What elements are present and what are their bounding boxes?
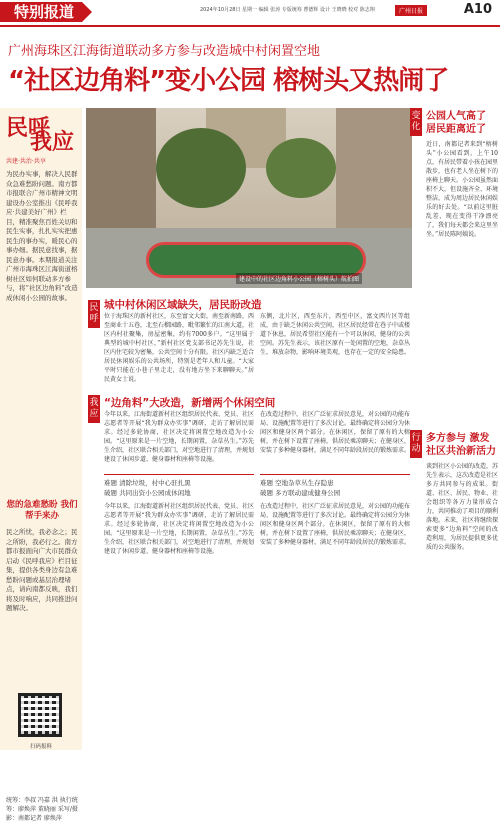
column-call-heading: 您的急难愁盼 我们帮手来办 bbox=[6, 500, 78, 521]
credits: 统筹：李叔 冯嘉 洪 执行统筹：廖焕萍 董晓丽 采写/摄影：南都记者 廖焕萍 bbox=[6, 797, 78, 822]
photo-caption: 建设中的社区边角料小公园（榕树头）航拍图 bbox=[236, 273, 362, 284]
right-heading-1: 公园人气高了 居民距离近了 bbox=[426, 111, 486, 135]
column-title-2 bbox=[30, 130, 74, 154]
subhead-problem-1: 难题 清除垃圾，村中心驻扎黑 bbox=[104, 479, 191, 487]
subhead-problem-2: 难题 空地杂草丛生存隐患 bbox=[260, 479, 334, 487]
right-heading-2: 多方参与 激发社区共治新活力 bbox=[426, 433, 496, 457]
section2-body-right: 在改造过程中，社区广泛征求居民意见，对公园的功能布局、设施配置等进行了多次讨论。最终确定将公园分为休闲区和健身区两个部分。在休闲区，保留了原有的大榕树，并在树下设置了座椅，供居民乘凉聊天；在健身区，安装了多种健身器材，满足不同年龄段居民的锻炼需求。 bbox=[260, 503, 411, 546]
subheads-right bbox=[260, 478, 410, 498]
masthead-rule bbox=[0, 25, 500, 27]
article-kicker: 广州海珠区江海街道联动多方参与改造城中村闲置空地 bbox=[8, 44, 321, 59]
column-title-line1: 民呼 bbox=[6, 115, 51, 141]
column-intro: 为民办实事，解决人民群众急难愁盼问题。南方都市报联合广州市精神文明建设办公室推出《民呼我应·共建美好广州》栏目，精准聚焦百姓关切和民生实事，扎扎实实把惠民生的事办实，暖民心的事办细。据民意找事，据民意办事。本期报道关注广州市海珠区江海街道榕树社区如何联动多方参与，将“社区边角料”改造成休闲小公园的故事。 bbox=[6, 170, 78, 302]
subhead-solution-2: 破题 多方联动建成健身公园 bbox=[260, 489, 341, 497]
masthead-info: 2024年10月28日 星期一 编辑 张涛 专版统筹 曹德辉 设计 王晓晓 校对 陈志翔 bbox=[200, 7, 375, 13]
tag-minhu: 民呼 bbox=[88, 300, 100, 328]
section2-intro: 今年以来，江海街道新村社区组织居民代表、党员、社区志愿者等开展“我为群众办实事”调研，走访了解居民需求。经过多轮协商，社区决定将闲置空地改造为小公园。“这里原来是一片空地，长期闲置，杂草丛生。”苏先生介绍，社区联合相关部门，对空地进行了清理，并规划建设了休闲步道、健身器材和座椅等设施。 bbox=[104, 411, 255, 463]
page-number: A10 bbox=[463, 2, 492, 17]
edition-badge: 广州日报 bbox=[395, 5, 427, 16]
tag-biange: 变化 bbox=[410, 108, 422, 136]
article-headline: “社区边角料”变小公园 榕树头又热闹了 bbox=[8, 66, 449, 96]
section2-body-left: 今年以来，江海街道新村社区组织居民代表、党员、社区志愿者等开展“我为群众办实事”调研，走访了解居民需求。经过多轮协商，社区决定将闲置空地改造为小公园。“这里原来是一片空地，长期闲置，杂草丛生。”苏先生介绍，社区联合相关部门，对空地进行了清理，并规划建设了休闲步道、健身器材和座椅等设施。 bbox=[104, 503, 255, 555]
section2-heading: “边角料”大改造，新增两个休闲空间 bbox=[104, 397, 276, 409]
section1-body: 位于海珠区的新村社区，东至富文大街，南至新南路，西至商业十五巷，北至石榴园路，毗邻繁忙的江南大道，社区内村社聚集，房屋密集，约有7000多户。“这里属于典型的城中村社区，”新村社区党支部书记苏先生说，社区内住宅较为密集，公共空间十分有限。社区内缺乏适合居民休闲娱乐的公共场所，特别是老年人和儿童。“大家平时只能在小巷子里走走，没有地方坐下来聊聊天。”居民黄女士说。 bbox=[104, 313, 255, 383]
column-title-line2: 我应 bbox=[30, 129, 75, 155]
park-photo bbox=[86, 108, 412, 288]
tag-xingdong: 行动 bbox=[410, 430, 422, 458]
masthead bbox=[0, 0, 500, 24]
subhead-divider-right bbox=[260, 474, 410, 475]
column-call-text: 民之所忧，我必念之；民之所盼，我必行之。南方都市报面向广大市民群众启动《民呼我应》栏目征集，提供各类身边有急难愁盼问题或基层治理堵点，请向南都反映，我们将及时响应，共同推进问题解决。 bbox=[6, 528, 78, 612]
right-body-2: 谈到社区小公园的改造，苏先生表示，这次改造是社区多方共同参与的成果。街道、社区、居民、物业、社会组织等各方力量形成合力，共同推动了项目的顺利落地。未来，社区将继续探索更多“边角料”空间的改造利用，为居民提供更多优质的公共服务。 bbox=[426, 463, 499, 551]
section1-body-right: 东侧，北片区，西至东片，西至中区，富文西片区等组成，由于缺乏休闲公共空间，社区居民经常在巷子中或楼道下休息，居民希望社区能有一个可以休闲、健身的公共空间。苏先生表示，该社区原有一处闲置的空地，杂草丛生，堆放杂物，影响环境美观，也存在一定的安全隐患。 bbox=[260, 313, 411, 356]
column-subtitle: 共建·共治·共享 bbox=[6, 158, 46, 165]
section1-heading: 城中村休闲区域缺失，居民盼改造 bbox=[104, 299, 262, 311]
section2-intro-right: 在改造过程中，社区广泛征求居民意见，对公园的功能布局、设施配置等进行了多次讨论。最终确定将公园分为休闲区和健身区两个部分。在休闲区，保留了原有的大榕树，并在树下设置了座椅，供居民乘凉聊天；在健身区，安装了多种健身器材，满足不同年龄段居民的锻炼需求。 bbox=[260, 411, 411, 454]
subhead-divider-left bbox=[104, 474, 254, 475]
tag-woying: 我应 bbox=[88, 395, 100, 423]
subhead-solution-1: 破题 共同出资小公园成休闲地 bbox=[104, 489, 191, 497]
subheads-left bbox=[104, 478, 254, 498]
qr-code[interactable] bbox=[18, 693, 62, 737]
right-body-1: 近日，南都记者来到“榕树头”小公园看到，上午10点，有居民带着小孩在园里散步，也有老人坐在树下的座椅上聊天。小公园虽然面积不大，但设施齐全、环境整洁，成为周边居民休闲娱乐的好去处。“以前这里脏乱差，现在变得干净漂亮了，我们每天都会来这里坐坐。”居民陈阿姨说。 bbox=[426, 141, 499, 238]
section-label: 特别报道 bbox=[0, 2, 82, 22]
left-sidebar bbox=[0, 108, 82, 822]
qr-caption: 扫码报料 bbox=[29, 744, 52, 750]
